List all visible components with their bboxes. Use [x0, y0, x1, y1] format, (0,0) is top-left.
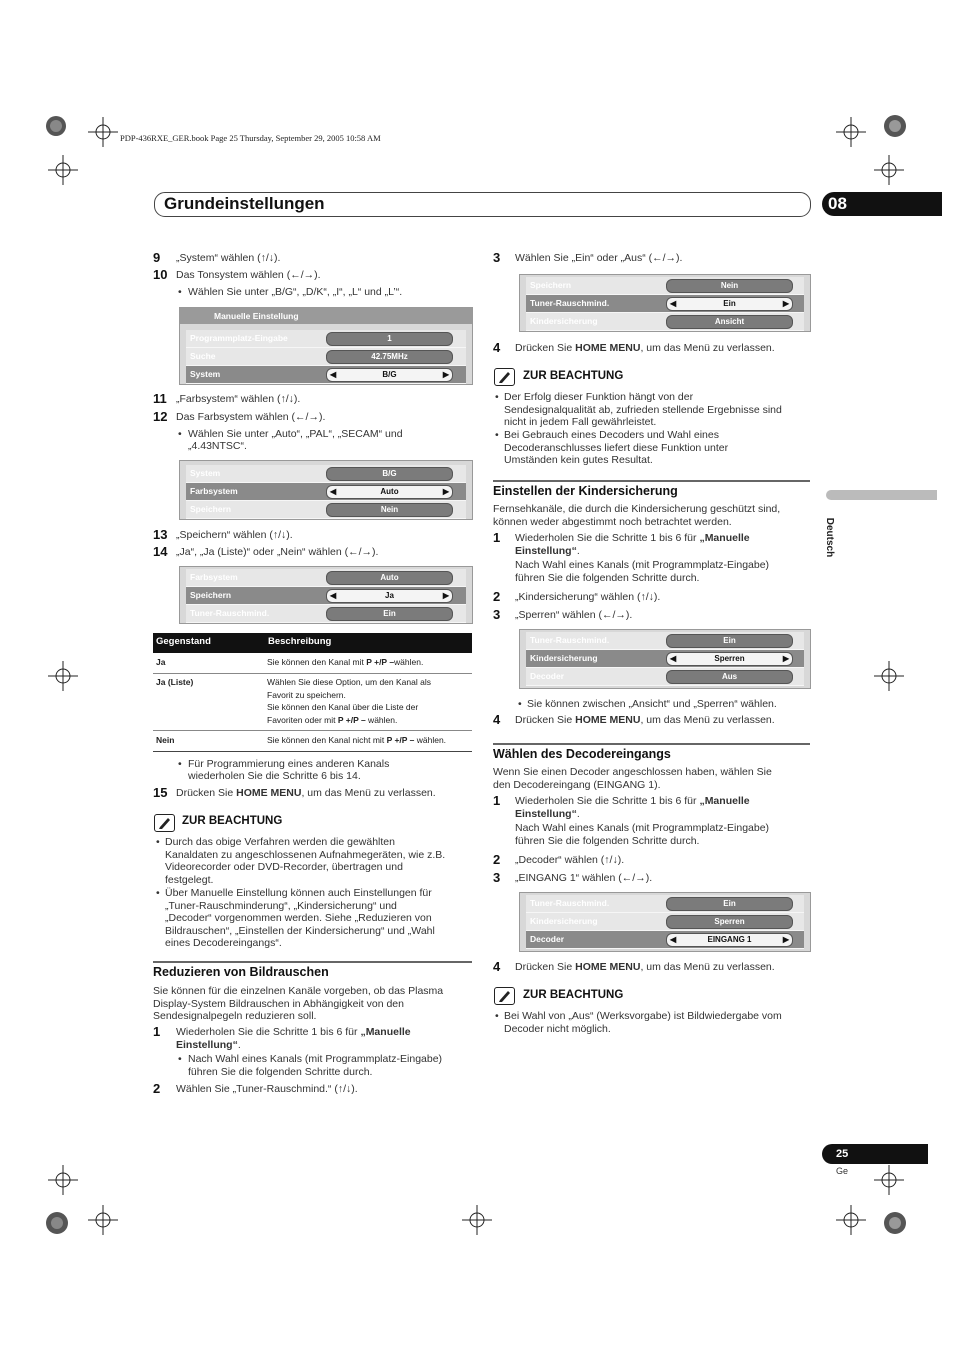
registration-mark [42, 1208, 72, 1238]
note-icon [494, 368, 515, 386]
step-number: 4 [493, 340, 501, 355]
table-header: Beschreibung [265, 633, 472, 653]
menu-value: B/G ◀ ▶ [326, 368, 453, 382]
menu-value: EINGANG 1 ◀ ▶ [666, 933, 793, 947]
step-number: 1 [493, 793, 501, 808]
bullet-text: „4.43NTSC“. [188, 440, 247, 452]
note-icon [154, 814, 175, 832]
menu-value: Ein [666, 897, 793, 911]
menu-screen [519, 629, 811, 689]
menu-label: Farbsystem [190, 572, 238, 582]
bullet: • [178, 286, 182, 298]
bullet: • [156, 836, 160, 848]
menu-value: Aus [666, 670, 793, 684]
table-cell: Ja (Liste) [156, 677, 194, 687]
crosshair-icon [48, 155, 78, 185]
step-number: 2 [153, 1081, 161, 1096]
bullet-text: Sie können zwischen „Ansicht“ und „Sperren“ wählen. [527, 698, 777, 710]
step-number: 13 [153, 527, 168, 542]
left-arrow-icon: ◀ [670, 299, 677, 308]
bullet: • [178, 758, 182, 770]
menu-screen [179, 307, 473, 385]
step-number: 12 [153, 409, 168, 424]
step-text: Einstellung“. [515, 545, 580, 557]
menu-row [186, 605, 466, 623]
menu-row-selected [186, 587, 466, 605]
menu-value: Ein ◀ ▶ [666, 297, 793, 311]
chapter-badge [822, 192, 942, 216]
crosshair-icon [88, 117, 118, 147]
crosshair-icon [462, 1205, 492, 1235]
menu-row-selected [526, 650, 804, 668]
menu-row [526, 313, 804, 331]
section-rule [493, 743, 810, 745]
step-text: Wiederholen Sie die Schritte 1 bis 6 für „Manuelle [515, 532, 750, 544]
section-title: Einstellen der Kindersicherung [493, 484, 678, 498]
right-arrow-icon: ▶ [782, 935, 789, 944]
menu-label: Tuner-Rauschmind. [530, 298, 610, 308]
menu-label: Kindersicherung [530, 316, 598, 326]
menu-value: Ein [666, 634, 793, 648]
menu-label: System [190, 369, 221, 379]
menu-screen [179, 566, 473, 624]
menu-row [526, 913, 804, 931]
table-cell: Sie können den Kanal mit P +/P –wählen. [267, 657, 424, 667]
step-number: 3 [493, 870, 501, 885]
side-label [826, 510, 846, 570]
section-title: Reduzieren von Bildrauschen [153, 965, 329, 979]
page-number-badge [822, 1144, 928, 1164]
menu-row [186, 501, 466, 519]
menu-value: 42.75MHz [326, 350, 453, 364]
table-cell: Wählen Sie diese Option, um den Kanal als Favorit zu speichern. Sie können den Kanal über die Liste der Favoriten oder mit P +/P – wählen. [267, 677, 431, 725]
step-text: „Sperren“ wählen (←/→). [515, 609, 633, 621]
divider [153, 751, 472, 752]
right-arrow-icon: ▶ [442, 487, 449, 496]
menu-value: Ein [326, 607, 453, 621]
bullet: • [156, 887, 160, 899]
step-number: 3 [493, 250, 501, 265]
step-number: 1 [493, 530, 501, 545]
crosshair-icon [88, 1205, 118, 1235]
step-number: 1 [153, 1024, 161, 1039]
crosshair-icon [48, 1165, 78, 1195]
side-label-text: Deutsch [824, 517, 836, 558]
menu-row-selected [186, 483, 466, 501]
right-arrow-icon: ▶ [442, 591, 449, 600]
section-rule [153, 961, 472, 963]
step-detail: Nach Wahl eines Kanals (mit Programmplatz-Eingabe) führen Sie die folgenden Schritte durch. [515, 559, 770, 584]
step-text: Einstellung“. [176, 1039, 241, 1051]
note-text: Durch das obige Verfahren werden die gewählten Kanaldaten zu angeschlossenen Aufnahmegeräten, wie z.B. Videorecorder oder DVD-Recorder, übertragen und festgelegt. [165, 836, 446, 886]
crosshair-icon [874, 155, 904, 185]
left-arrow-icon: ◀ [670, 654, 677, 663]
right-arrow-icon: ▶ [782, 299, 789, 308]
step-detail: Nach Wahl eines Kanals (mit Programmplatz-Eingabe) führen Sie die folgenden Schritte durch. [515, 822, 770, 847]
menu-title-bar [180, 308, 472, 324]
menu-row [186, 348, 466, 366]
step-number: 4 [493, 959, 501, 974]
divider [153, 673, 472, 674]
step-text: Wiederholen Sie die Schritte 1 bis 6 für „Manuelle [176, 1026, 411, 1038]
table-cell: Nein [156, 735, 175, 745]
note-text: Der Erfolg dieser Funktion hängt von der Sendesignalqualität ab, zufrieden stellende Ergebnisse sind nicht in jedem Fall gewährleistet. [504, 391, 782, 428]
menu-row [186, 330, 466, 348]
menu-screen [519, 892, 811, 952]
step-text: „EINGANG 1“ wählen (←/→). [515, 872, 653, 884]
bullet-text: Nach Wahl eines Kanals (mit Programmplatz-Eingabe) führen Sie die folgenden Schritte durch. [188, 1053, 443, 1078]
step-number: 3 [493, 607, 501, 622]
left-arrow-icon: ◀ [330, 370, 337, 379]
step-number: 4 [493, 712, 501, 727]
bullet-text: Wählen Sie unter „Auto“, „PAL“, „SECAM“ und [188, 428, 403, 440]
step-text: Das Tonsystem wählen (←/→). [176, 269, 321, 281]
menu-label: Suche [190, 351, 216, 361]
bullet: • [178, 1053, 182, 1065]
step-text: „System“ wählen (↑/↓). [176, 252, 281, 264]
step-number: 2 [493, 589, 501, 604]
step-text: Wiederholen Sie die Schritte 1 bis 6 für „Manuelle [515, 795, 750, 807]
note-title: ZUR BEACHTUNG [182, 815, 283, 827]
step-number: 9 [153, 250, 161, 265]
step-text: Einstellung“. [515, 808, 580, 820]
menu-title: Manuelle Einstellung [214, 311, 299, 321]
section-paragraph: Sie können für die einzelnen Kanäle vorgeben, ob das Plasma Display-System Bildrauschen in Abhängigkeit von den Sendesignalpegeln reduzieren soll. [153, 985, 444, 1022]
registration-mark [42, 110, 82, 150]
bullet: • [178, 428, 182, 440]
crosshair-icon [874, 1165, 904, 1195]
section-paragraph: Wenn Sie einen Decoder angeschlossen haben, wählen Sie den Decodereingang (EINGANG 1). [493, 766, 772, 791]
menu-value: Sperren ◀ ▶ [666, 652, 793, 666]
crosshair-icon [836, 1205, 866, 1235]
menu-row [186, 569, 466, 587]
menu-label: Tuner-Rauschmind. [530, 898, 610, 908]
menu-label: Farbsystem [190, 486, 238, 496]
menu-value: Ja ◀ ▶ [326, 589, 453, 603]
menu-row [526, 668, 804, 686]
registration-mark [880, 112, 910, 142]
step-number: 15 [153, 785, 168, 800]
menu-label: Speichern [190, 504, 232, 514]
step-text: „Decoder“ wählen (↑/↓). [515, 854, 625, 866]
table-cell: Ja [156, 657, 166, 667]
section-paragraph: Fernsehkanäle, die durch die Kindersicherung geschützt sind, können weder abgestimmt noch betrachtet werden. [493, 503, 781, 528]
left-arrow-icon: ◀ [670, 935, 677, 944]
step-text: Drücken Sie HOME MENU, um das Menü zu verlassen. [176, 787, 436, 799]
step-number: 14 [153, 544, 168, 559]
note-icon [494, 987, 515, 1005]
menu-value: Auto [326, 571, 453, 585]
note-text: Über Manuelle Einstellung können auch Einstellungen für „Tuner-Rauschminderung“, „Kindersicherung“ und „Decoder“ vorgenommen werden. Siehe „Reduzieren von Bildrauschen“, „Einstellen der Kindersicherung“ und „Wahl eines Decodereingangs“. [165, 887, 435, 949]
menu-label: Kindersicherung [530, 916, 598, 926]
crosshair-icon [874, 661, 904, 691]
step-number: 11 [153, 391, 167, 406]
menu-value: Ansicht [666, 315, 793, 329]
menu-value: B/G [326, 467, 453, 481]
menu-row-selected [186, 366, 466, 384]
bullet-text: Für Programmierung eines anderen Kanals [188, 758, 390, 770]
note-title: ZUR BEACHTUNG [523, 370, 624, 382]
step-text: „Ja“, „Ja (Liste)“ oder „Nein“ wählen (←/→). [176, 546, 379, 558]
step-text: Drücken Sie HOME MENU, um das Menü zu verlassen. [515, 714, 775, 726]
table-cell: Sie können den Kanal nicht mit P +/P – wählen. [267, 735, 447, 745]
section-rule [493, 480, 810, 482]
menu-row [186, 465, 466, 483]
step-number: 2 [493, 852, 501, 867]
left-arrow-icon: ◀ [330, 591, 337, 600]
menu-value: 1 [326, 332, 453, 346]
note-title: ZUR BEACHTUNG [523, 989, 624, 1001]
menu-label: Tuner-Rauschmind. [530, 635, 610, 645]
right-arrow-icon: ▶ [782, 654, 789, 663]
menu-label: Speichern [530, 280, 572, 290]
bullet: • [495, 1010, 499, 1022]
menu-row [526, 632, 804, 650]
menu-value: Auto ◀ ▶ [326, 485, 453, 499]
page-number: 25 [836, 1148, 849, 1160]
divider [153, 730, 472, 731]
step-text: Drücken Sie HOME MENU, um das Menü zu verlassen. [515, 961, 775, 973]
chapter-number: 08 [828, 194, 847, 213]
menu-row-selected [526, 931, 804, 949]
bullet-text: wiederholen Sie die Schritte 6 bis 14. [188, 770, 361, 782]
step-text: Wählen Sie „Ein“ oder „Aus“ (←/→). [515, 252, 683, 264]
menu-row-selected [526, 295, 804, 313]
menu-row [526, 277, 804, 295]
section-title: Wählen des Decodereingangs [493, 747, 671, 761]
menu-value: Nein [666, 279, 793, 293]
page-title: Grundeinstellungen [164, 194, 325, 213]
menu-screen [179, 460, 473, 520]
step-text: „Speichern“ wählen (↑/↓). [176, 529, 293, 541]
step-text: Das Farbsystem wählen (←/→). [176, 411, 326, 423]
crosshair-icon [48, 661, 78, 691]
step-text: „Farbsystem“ wählen (↑/↓). [176, 393, 301, 405]
side-tab [826, 490, 937, 500]
right-arrow-icon: ▶ [442, 370, 449, 379]
left-arrow-icon: ◀ [330, 487, 337, 496]
menu-label: Programmplatz-Eingabe [190, 333, 288, 343]
language-code: Ge [836, 1166, 849, 1176]
registration-mark [880, 1208, 910, 1238]
menu-label: Decoder [530, 934, 565, 944]
menu-row [526, 895, 804, 913]
note-text: Bei Gebrauch eines Decoders und Wahl eines Decoderanschlusses liefert diese Funktion unter Umständen kein gutes Resultat. [504, 429, 729, 466]
step-text: „Kindersicherung“ wählen (↑/↓). [515, 591, 661, 603]
menu-value: Sperren [666, 915, 793, 929]
bullet: • [518, 698, 522, 710]
menu-label: Tuner-Rauschmind. [190, 608, 270, 618]
menu-screen [519, 274, 811, 332]
menu-label: Speichern [190, 590, 232, 600]
step-number: 10 [153, 267, 168, 282]
bullet: • [495, 391, 499, 403]
table-header: Gegenstand [153, 633, 265, 653]
step-text: Wählen Sie „Tuner-Rauschmind.“ (↑/↓). [176, 1083, 358, 1095]
book-info: PDP-436RXE_GER.book Page 25 Thursday, September 29, 2005 10:58 AM [120, 133, 381, 143]
menu-label: System [190, 468, 221, 478]
menu-label: Kindersicherung [530, 653, 598, 663]
bullet: • [495, 429, 499, 441]
menu-value: Nein [326, 503, 453, 517]
crosshair-icon [836, 117, 866, 147]
menu-label: Decoder [530, 671, 565, 681]
note-text: Bei Wahl von „Aus“ (Werksvorgabe) ist Bildwiedergabe vom Decoder nicht möglich. [504, 1010, 782, 1035]
step-text: Drücken Sie HOME MENU, um das Menü zu verlassen. [515, 342, 775, 354]
bullet-text: Wählen Sie unter „B/G“, „D/K“, „I“, „L“ und „L’“. [188, 286, 403, 298]
